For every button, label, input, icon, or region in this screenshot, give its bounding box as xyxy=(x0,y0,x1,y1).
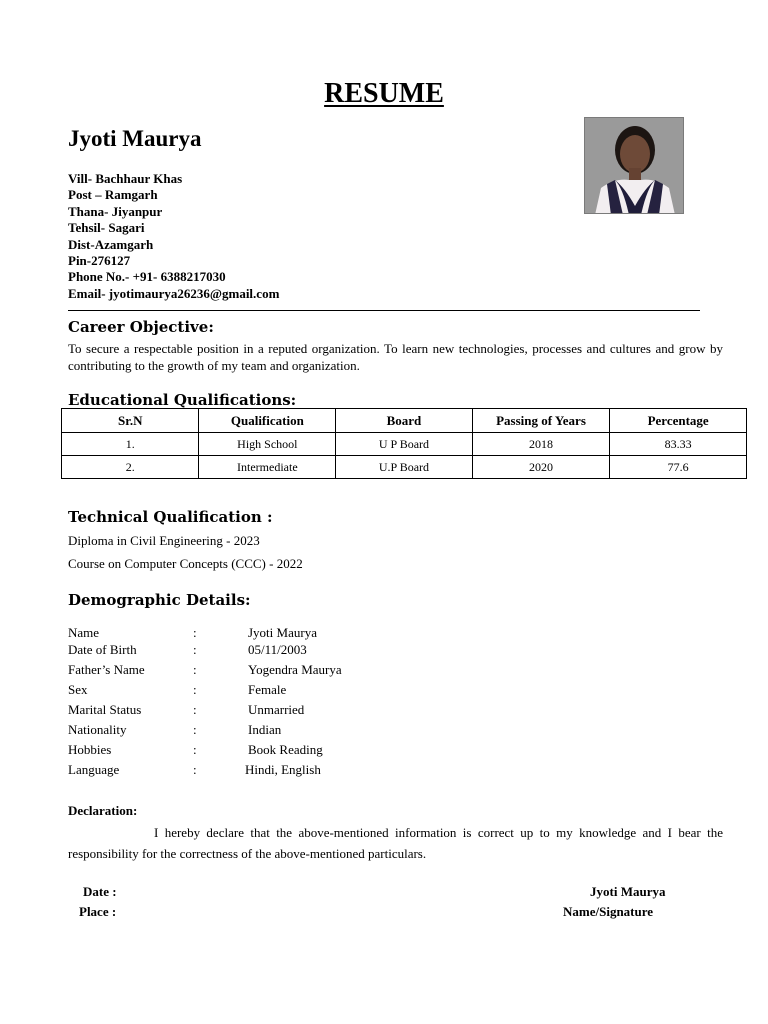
demo-value: 05/11/2003 xyxy=(248,642,307,657)
address-line: Email- jyotimaurya26236@gmail.com xyxy=(68,285,280,301)
demo-label: Language xyxy=(68,762,120,777)
technical-heading: Technical Qualification : xyxy=(68,508,273,526)
demographic-heading: Demographic Details: xyxy=(68,591,251,609)
table-cell: Intermediate xyxy=(199,456,336,479)
table-cell: 2020 xyxy=(472,456,610,479)
address-line: Thana- Jiyanpur xyxy=(68,203,163,219)
demo-value: Female xyxy=(248,682,287,697)
declaration-text: I hereby declare that the above-mentioned information is correct up to my knowledge and I bear the responsibility for the correctness of the above-mentioned particulars. xyxy=(68,825,723,861)
demo-label: Sex xyxy=(68,682,88,697)
table-cell: 83.33 xyxy=(610,433,747,456)
demo-label: Marital Status xyxy=(68,702,142,717)
demo-label: Hobbies xyxy=(68,742,112,757)
address-line: Phone No.- +91- 6388217030 xyxy=(68,269,226,285)
date-label: Date : xyxy=(83,884,117,899)
table-cell: U P Board xyxy=(336,433,473,456)
table-cell: 1. xyxy=(62,433,199,456)
declaration-heading: Declaration: xyxy=(68,803,138,818)
demo-label: Name xyxy=(68,625,100,640)
demo-value: Yogendra Maurya xyxy=(248,662,342,677)
address-line: Tehsil- Sagari xyxy=(68,220,145,236)
demo-colon: : xyxy=(193,682,197,697)
career-objective-text: To secure a respectable position in a reputed organization. To learn new technologies, processes and cultures and grow by contributing to the growth of my team and organization. xyxy=(68,341,723,373)
demo-value: Unmarried xyxy=(248,702,305,717)
table-cell: 77.6 xyxy=(610,456,747,479)
address-line: Pin-276127 xyxy=(68,253,131,268)
signature-name: Jyoti Maurya xyxy=(590,884,666,899)
table-row xyxy=(62,433,747,456)
demo-value: Jyoti Maurya xyxy=(248,625,317,640)
table-cell: 2018 xyxy=(472,433,610,456)
profile-photo xyxy=(584,117,684,214)
table-cell: 2. xyxy=(62,456,199,479)
technical-item: Diploma in Civil Engineering - 2023 xyxy=(68,533,260,548)
address-line: Dist-Azamgarh xyxy=(68,236,154,252)
demo-colon: : xyxy=(193,702,197,717)
technical-item: Course on Computer Concepts (CCC) - 2022 xyxy=(68,556,303,571)
table-header: Board xyxy=(336,409,473,433)
demo-value: Book Reading xyxy=(248,742,323,757)
demo-label: Father’s Name xyxy=(68,662,145,677)
demo-value: Indian xyxy=(248,722,282,737)
demo-label: Date of Birth xyxy=(68,642,137,657)
demo-colon: : xyxy=(193,762,197,777)
education-heading: Educational Qualifications: xyxy=(68,391,297,409)
career-objective-heading: Career Objective: xyxy=(68,318,214,336)
table-header: Sr.N xyxy=(62,409,199,433)
table-header: Percentage xyxy=(610,409,747,433)
address-line: Vill- Bachhaur Khas xyxy=(68,171,183,186)
demo-label: Nationality xyxy=(68,722,127,737)
demo-colon: : xyxy=(193,742,197,757)
place-label: Place : xyxy=(79,904,117,919)
demo-colon: : xyxy=(193,662,197,677)
demo-colon: : xyxy=(193,642,197,657)
table-header: Qualification xyxy=(199,409,336,433)
table-cell: High School xyxy=(199,433,336,456)
table-header: Passing of Years xyxy=(472,409,610,433)
table-cell: U.P Board xyxy=(336,456,473,479)
demo-value: Hindi, English xyxy=(245,762,321,777)
table-row xyxy=(62,456,747,479)
photo-icon xyxy=(585,118,684,214)
resume-title: RESUME xyxy=(324,78,444,109)
demo-colon: : xyxy=(193,625,197,640)
header-divider xyxy=(68,310,700,311)
address-line: Post – Ramgarh xyxy=(68,187,158,203)
table-header-row xyxy=(62,409,747,433)
signature-label: Name/Signature xyxy=(563,904,654,919)
education-table xyxy=(61,408,747,479)
candidate-name: Jyoti Maurya xyxy=(68,126,202,151)
demo-colon: : xyxy=(193,722,197,737)
